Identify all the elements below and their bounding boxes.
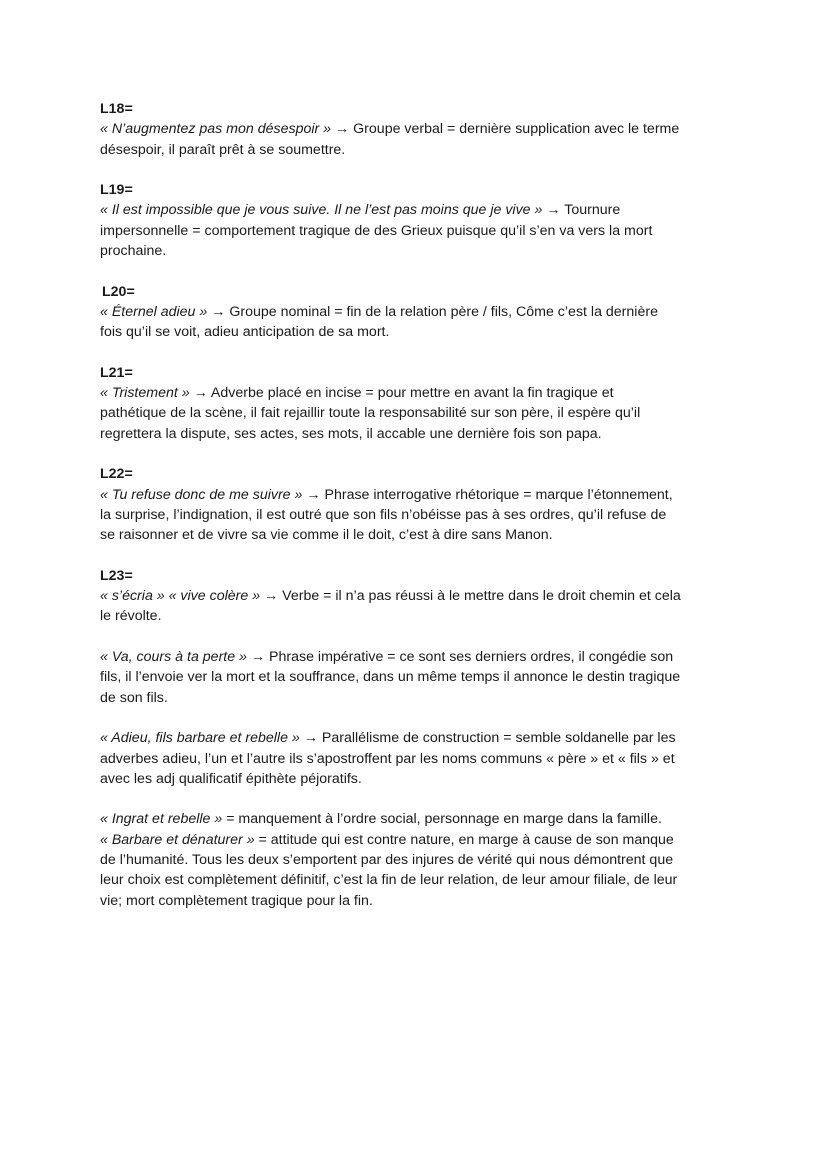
section-line: vie; mort complètement tragique pour la fin. bbox=[100, 892, 373, 909]
section-line: désespoir, il paraît prêt à se soumettre. bbox=[100, 141, 346, 158]
section-line bbox=[100, 647, 728, 667]
quote: « Tu refuse donc de me suivre » bbox=[100, 486, 303, 503]
line-text: → Groupe nominal = fin de la relation père / fils, Côme c’est la dernière bbox=[207, 303, 658, 320]
line-text: → Phrase impérative = ce sont ses derniers ordres, il congédie son bbox=[246, 649, 674, 666]
section-line: de son fils. bbox=[100, 689, 168, 706]
section-line bbox=[100, 728, 728, 748]
line-text: → Parallélisme de construction = semble soldanelle par les bbox=[299, 730, 676, 747]
section-line: se raisonner et de vivre sa vie comme il le doit, c’est à dire sans Manon. bbox=[100, 527, 553, 544]
section-line: le révolte. bbox=[100, 608, 162, 625]
section-line bbox=[100, 200, 728, 220]
quote: « Tristement » bbox=[100, 385, 190, 402]
quote: « Il est impossible que je vous suive. Il ne l’est pas moins que je vive » bbox=[100, 202, 543, 219]
section-line bbox=[100, 830, 728, 850]
document-body bbox=[100, 99, 728, 911]
section-heading-l22: L22= bbox=[100, 466, 133, 483]
line-text: → Verbe = il n’a pas réussi à le mettre dans le droit chemin et cela bbox=[260, 588, 681, 605]
line-text: = attitude qui est contre nature, en marge à cause de son manque bbox=[254, 831, 674, 848]
quote: « Adieu, fils barbare et rebelle » bbox=[100, 730, 300, 747]
section-line bbox=[100, 119, 728, 139]
section-line: regrettera la dispute, ses actes, ses mots, il accable une dernière fois son papa. bbox=[100, 425, 602, 442]
section-line bbox=[100, 383, 728, 403]
quote: « Va, cours à ta perte » bbox=[100, 649, 247, 666]
line-text: = manquement à l’ordre social, personnage en marge dans la famille. bbox=[222, 811, 662, 828]
section-line: impersonnelle = comportement tragique de des Grieux puisque qu’il s’en va vers la mort bbox=[100, 222, 653, 239]
section-line bbox=[100, 485, 728, 505]
section-line bbox=[100, 809, 728, 829]
section-line: fois qu’il se voit, adieu anticipation de sa mort. bbox=[100, 324, 390, 341]
line-text: → Groupe verbal = dernière supplication avec le terme bbox=[331, 121, 680, 138]
section-line: adverbes adieu, l’un et l’autre ils s’apostroffent par les noms communs « père » et « fils » et bbox=[100, 750, 675, 767]
quote: « s’écria » « vive colère » bbox=[100, 588, 261, 605]
section-line: prochaine. bbox=[100, 243, 167, 260]
section-line: leur choix est complètement définitif, c’est la fin de leur relation, de leur amour filiale, de leur bbox=[100, 872, 678, 889]
line-text: → Adverbe placé en incise = pour mettre en avant la fin tragique et bbox=[189, 385, 614, 402]
section-heading-l23: L23= bbox=[100, 567, 133, 584]
line-text: → Tournure bbox=[542, 202, 621, 219]
line-text: → Phrase interrogative rhétorique = marque l’étonnement, bbox=[302, 486, 673, 503]
quote: « N’augmentez pas mon désespoir » bbox=[100, 121, 332, 138]
section-line: de l’humanité. Tous les deux s’emportent par des injures de vérité qui nous démontrent que bbox=[100, 851, 674, 868]
quote: « Barbare et dénaturer » bbox=[100, 831, 255, 848]
section-line: avec les adj qualificatif épithète péjoratifs. bbox=[100, 770, 362, 787]
section-heading-l18: L18= bbox=[100, 101, 133, 117]
section-line: fils, il l’envoie ver la mort et la souffrance, dans un même temps il annonce le destin tragique bbox=[100, 669, 681, 686]
quote: « Ingrat et rebelle » bbox=[100, 811, 223, 828]
section-line: pathétique de la scène, il fait rejaillir toute la responsabilité sur son père, il espère qu’il bbox=[100, 405, 641, 422]
section-line: la surprise, l’indignation, il est outré que son fils n’obéisse pas à ses ordres, qu’il refuse de bbox=[100, 506, 667, 523]
section-heading-l21: L21= bbox=[100, 364, 133, 381]
section-heading-l19: L19= bbox=[100, 182, 133, 199]
section-heading-l20: L20= bbox=[102, 283, 135, 300]
quote: « Éternel adieu » bbox=[100, 303, 208, 320]
section-line bbox=[100, 302, 728, 322]
section-line bbox=[100, 586, 728, 606]
